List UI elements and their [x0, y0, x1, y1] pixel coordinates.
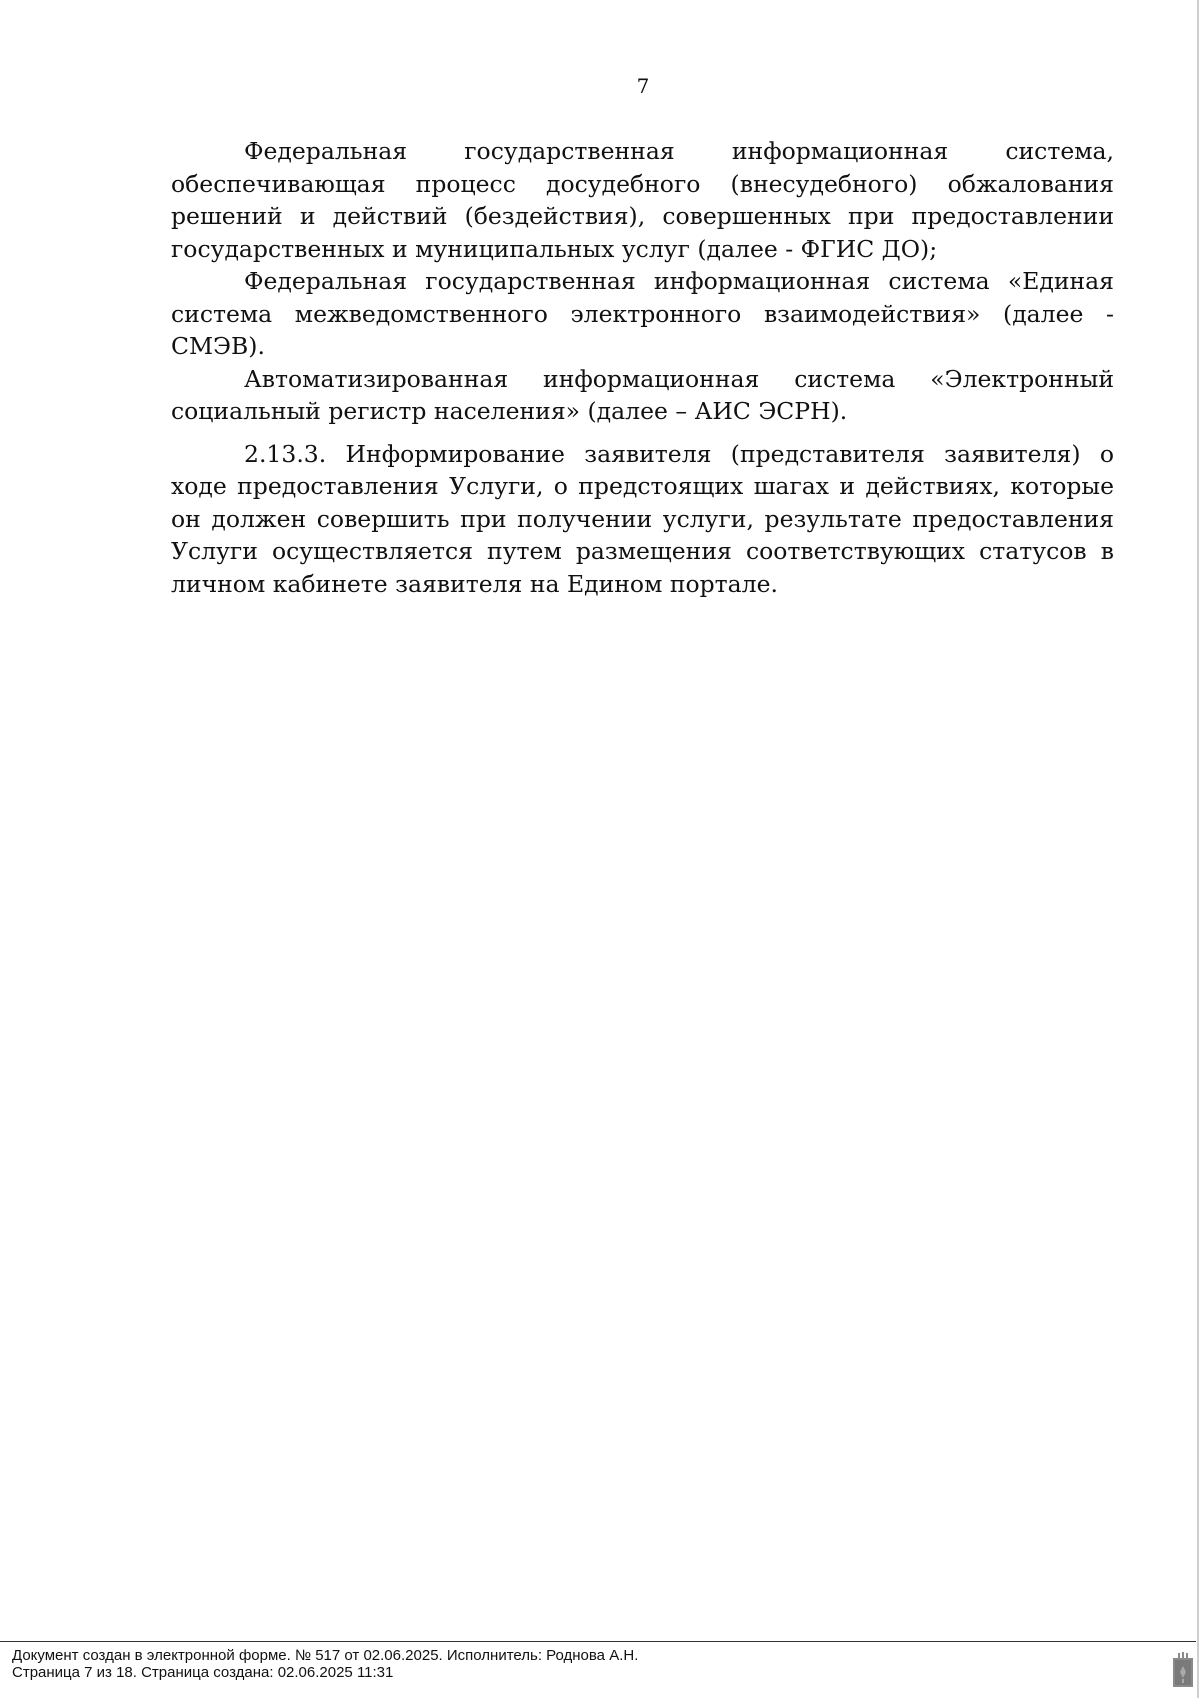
paragraph-ais-esrn: Автоматизированная информационная система «Электронный социальный регистр населения» (далее – АИС ЭСРН).	[171, 364, 1114, 425]
document-footer	[12, 1647, 638, 1681]
paragraph-2-13-3: 2.13.3. Информирование заявителя (представителя заявителя) о ходе предоставления Услуги, о предстоящих шагах и действиях, которые он должен совершить при получении услуги, результате предоставления Услуги осуществляется путем размещения соответствующих статусов в личном кабинете заявителя на Едином портале.	[171, 439, 1114, 598]
page-edge	[1197, 0, 1199, 1698]
document-body	[171, 135, 1114, 600]
page-number: 7	[636, 74, 650, 98]
seal-icon	[1172, 1652, 1194, 1688]
footer-document-info: Документ создан в электронной форме. № 517 от 02.06.2025. Исполнитель: Роднова А.Н.	[12, 1647, 639, 1664]
footer-divider	[0, 1641, 1196, 1642]
paragraph-smev: Федеральная государственная информационная система «Единая система межведомственного электронного взаимодействия» (далее - СМЭВ).	[171, 267, 1114, 360]
footer-page-info: Страница 7 из 18. Страница создана: 02.06.2025 11:31	[12, 1664, 394, 1681]
paragraph-fgis-do: Федеральная государственная информационная система, обеспечивающая процесс досудебного (внесудебного) обжалования решений и действий (бездействия), совершенных при предоставлении государственных и муниципальных услуг (далее - ФГИС ДО);	[171, 137, 1114, 263]
